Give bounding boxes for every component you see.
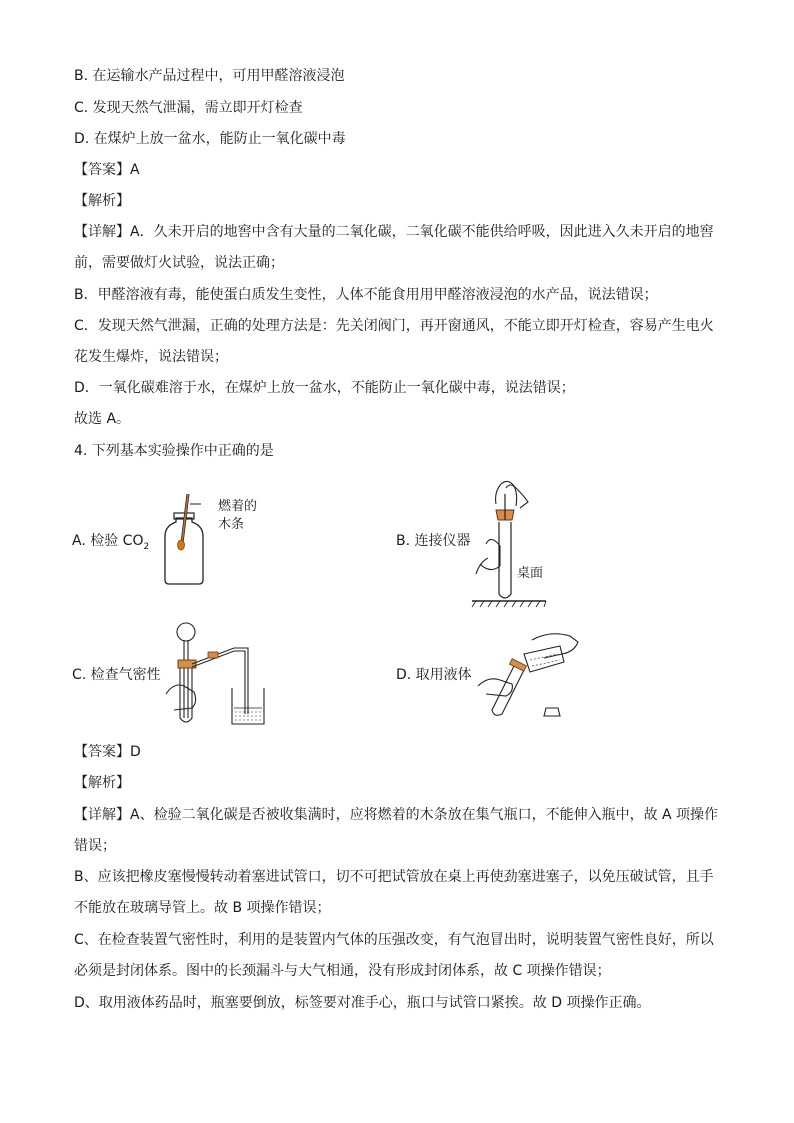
- airtightness-figure: [164, 618, 274, 730]
- q4-option-d-label: D. 取用液体: [396, 667, 472, 683]
- q3-detail-line2: 前，需要做灯火试验，说法正确；: [74, 255, 284, 271]
- q3-analysis-tag: 【解析】: [74, 193, 130, 209]
- q3-detail-line6: D．一氧化碳难溶于水，在煤炉上放一盆水，不能防止一氧化碳中毒，说法错误；: [74, 380, 575, 396]
- q4-detail-line3: B、应该把橡皮塞慢慢转动着塞进试管口，切不可把试管放在桌上再使劲塞进塞子，以免压破试管，且手: [74, 869, 714, 885]
- q3-option-b: B. 在运输水产品过程中，可用甲醛溶液浸泡: [74, 68, 345, 84]
- burning-splint-label: 燃着的: [218, 499, 258, 514]
- q3-option-c: C. 发现天然气泄漏，需立即开灯检查: [74, 100, 303, 116]
- q4-detail-line7: D、取用液体药品时，瓶塞要倒放，标签要对准手心，瓶口与试管口紧挨。故 D 项操作正确。: [74, 995, 651, 1011]
- q3-answer: [74, 160, 140, 180]
- q4-option-c-label: C. 检查气密性: [72, 667, 161, 683]
- q3-detail-line1: 【详解】A．久未开启的地窖中含有大量的二氧化碳，二氧化碳不能供给呼吸，因此进入久未开启的地窖: [74, 224, 714, 240]
- q4-detail-line1: 【详解】A、检验二氧化碳是否被收集满时，应将燃着的木条放在集气瓶口，不能伸入瓶中，故 A 项操作: [74, 807, 719, 823]
- q4-answer: [74, 742, 141, 762]
- q4-analysis-tag: 【解析】: [74, 775, 130, 791]
- q4-option-a-label: [72, 531, 149, 557]
- answer-value: D: [130, 744, 141, 760]
- q3-detail-line4: C．发现天然气泄漏，正确的处理方法是：先关闭阀门，再开窗通风，不能立即开灯检查，容易产生电火: [74, 318, 714, 334]
- q4-option-b-label: B. 连接仪器: [396, 533, 471, 549]
- q4-detail-line4: 不能放在玻璃导管上。故 B 项操作错误；: [74, 900, 331, 916]
- q4-detail-line2: 错误；: [74, 838, 116, 854]
- pour-liquid-figure: [474, 628, 586, 724]
- answer-tag: 【答案】: [74, 162, 130, 178]
- q3-detail-line7: 故选 A。: [74, 411, 131, 427]
- q3-detail-line3: B．甲醛溶液有毒，能使蛋白质发生变性，人体不能食用用甲醛溶液浸泡的水产品，说法错误；: [74, 287, 658, 303]
- q4-stem: 4. 下列基本实验操作中正确的是: [74, 443, 274, 459]
- q3-option-d: D. 在煤炉上放一盆水，能防止一氧化碳中毒: [74, 131, 346, 147]
- answer-value: A: [130, 162, 140, 178]
- desk-label: 桌面: [517, 566, 544, 581]
- q4-detail-line5: C、在检查装置气密性时，利用的是装置内气体的压强改变，有气泡冒出时，说明装置气密性良好，所以: [74, 932, 714, 948]
- q4-detail-line6: 必须是封闭体系。图中的长颈漏斗与大气相通，没有形成封闭体系，故 C 项操作错误；: [74, 963, 611, 979]
- option-a-text: A. 检验 CO: [72, 533, 144, 549]
- answer-tag: 【答案】: [74, 744, 130, 760]
- tube-stopper-figure: [466, 474, 551, 610]
- q3-detail-line5: 花发生爆炸，说法错误；: [74, 349, 228, 365]
- gas-bottle-figure: [155, 488, 225, 588]
- splint-label: 木条: [218, 517, 245, 532]
- option-a-subscript: 2: [143, 541, 150, 552]
